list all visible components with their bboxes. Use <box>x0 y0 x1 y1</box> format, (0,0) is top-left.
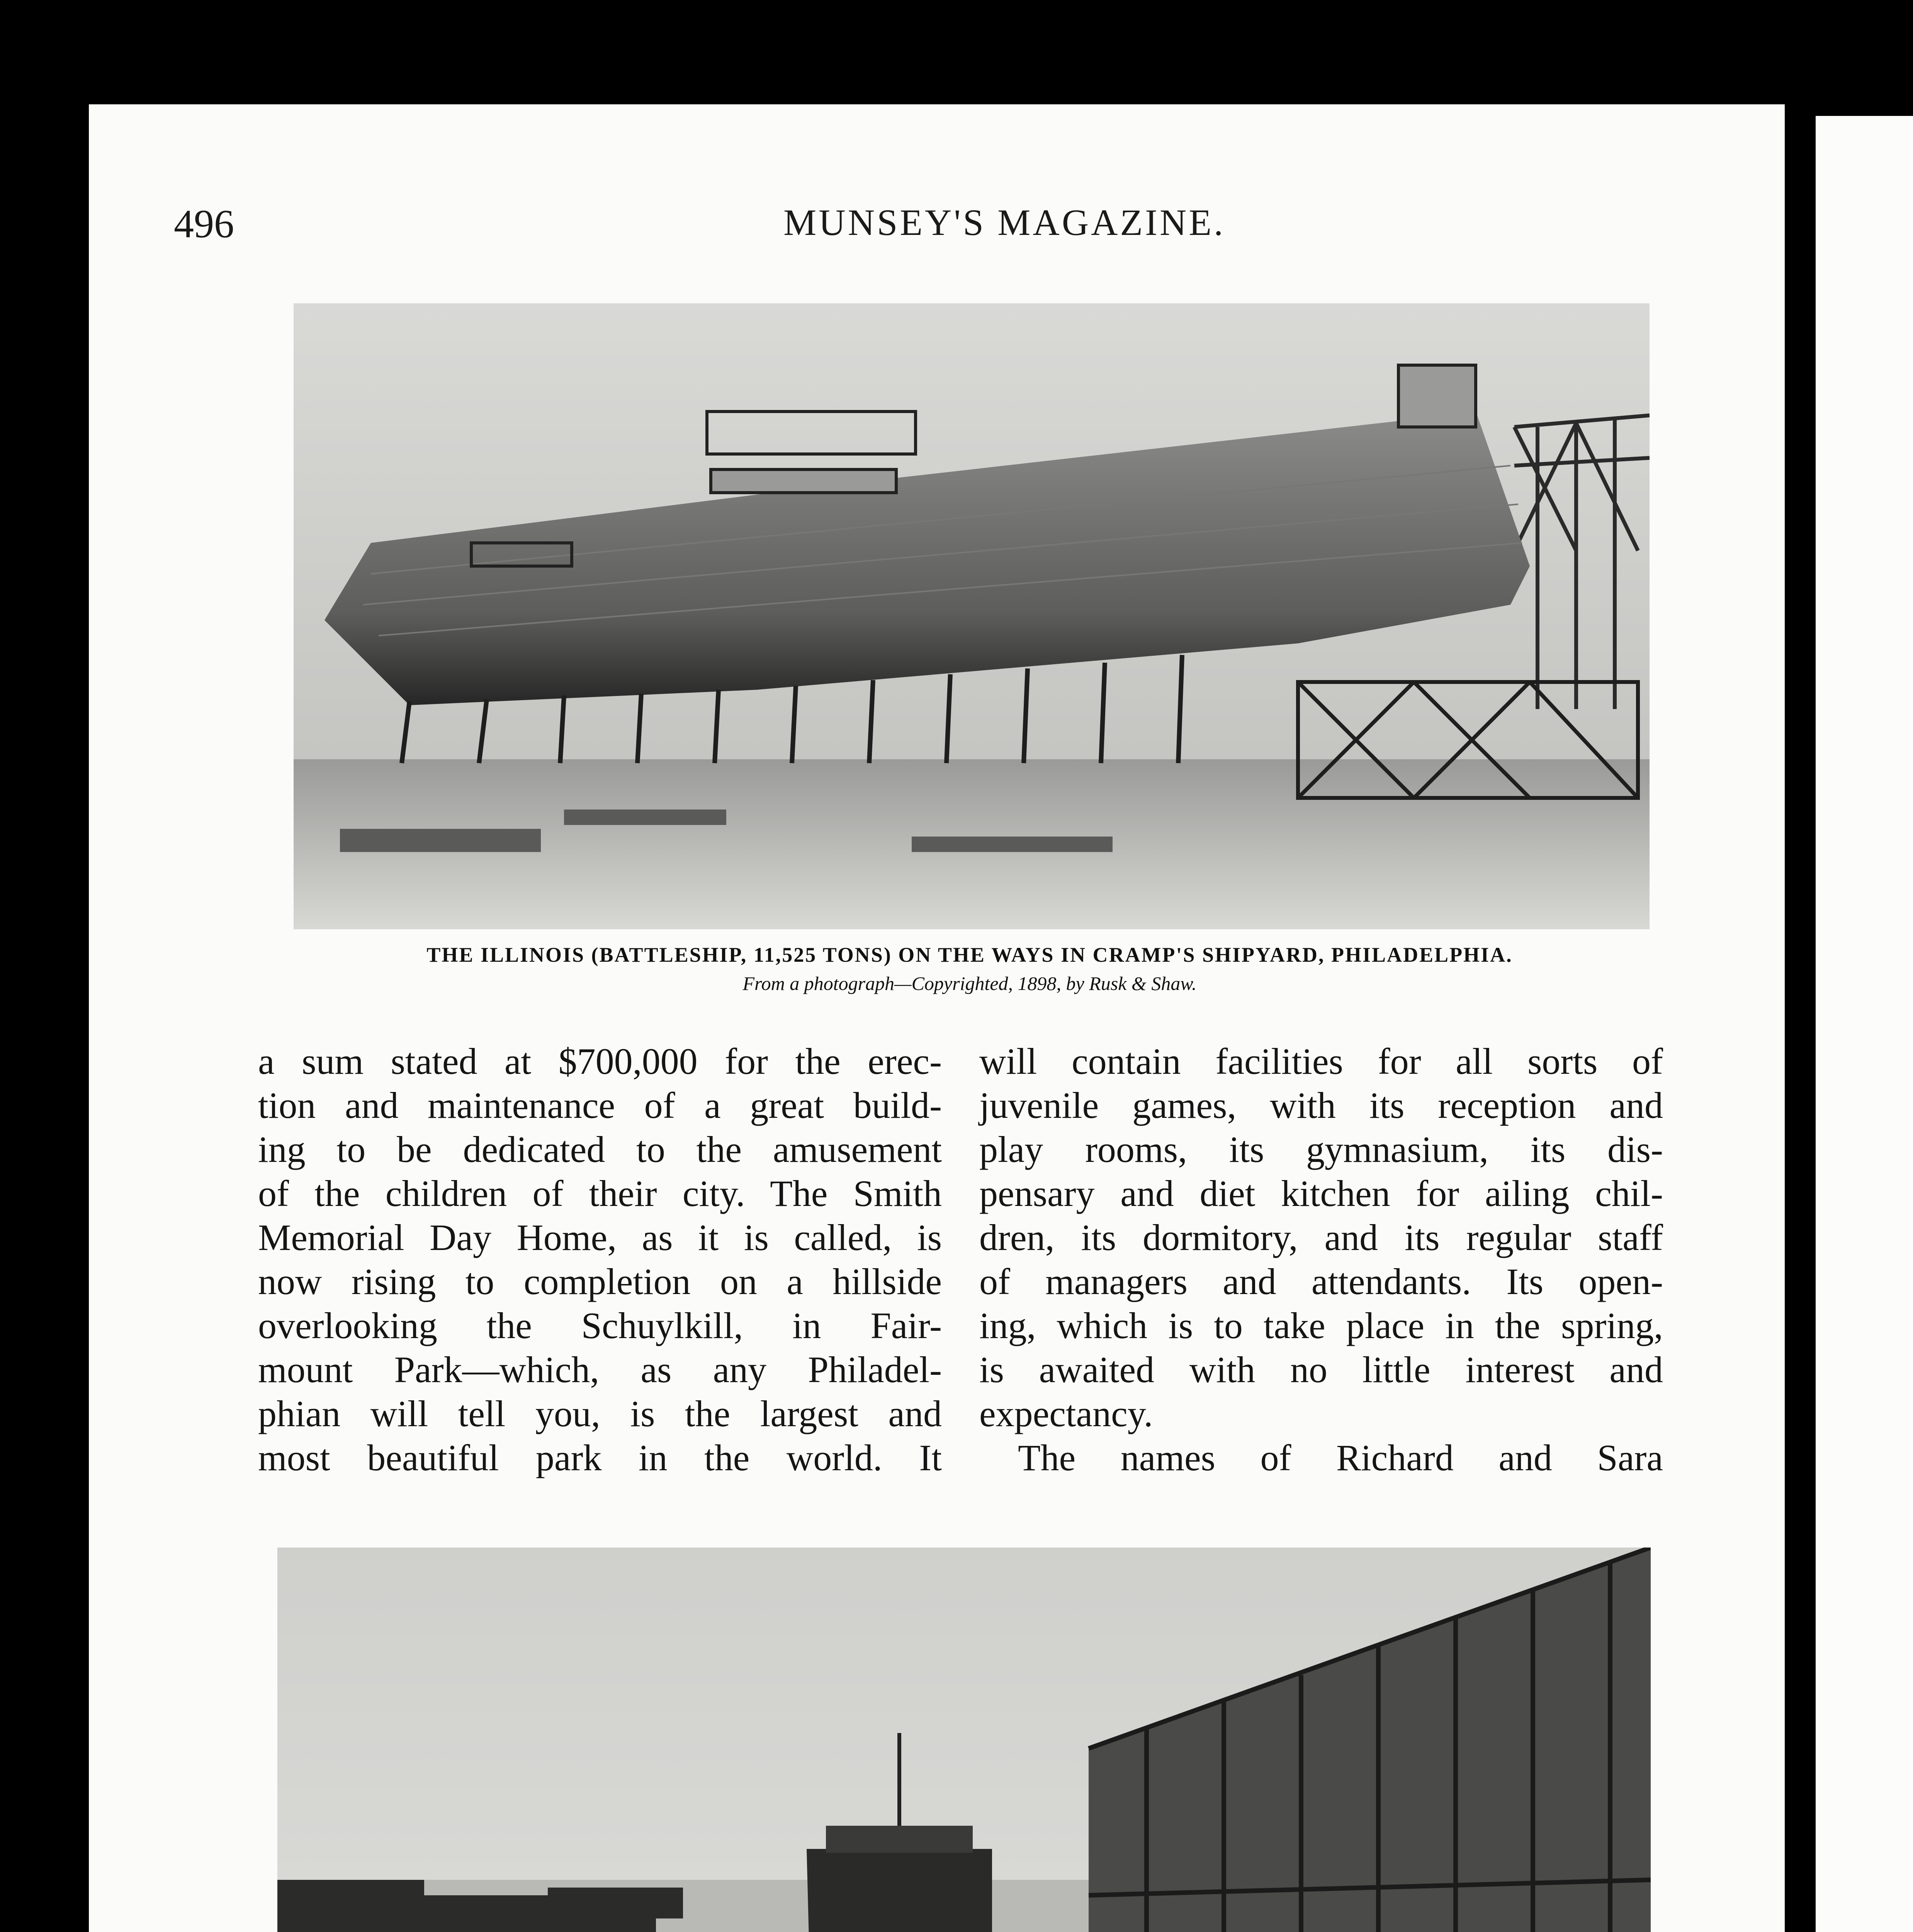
page-number: 496 <box>174 202 234 246</box>
ship-drawing <box>294 303 1650 929</box>
figure-1-caption-title: THE ILLINOIS (BATTLESHIP, 11,525 TONS) ON THE WAYS IN CRAMP'S SHIPYARD, PHILADELPHIA. <box>426 943 1513 966</box>
body-left-column <box>258 1039 942 1480</box>
text-line: Memorial Day Home, as it is called, is <box>258 1217 942 1258</box>
text-line: dren, its dormitory, and its regular staff <box>979 1217 1663 1258</box>
text-line: expectancy. <box>979 1393 1153 1434</box>
text-line: ing to be dedicated to the amusement <box>258 1129 942 1170</box>
text-line: overlooking the Schuylkill, in Fair- <box>258 1305 942 1346</box>
launch-drawing <box>277 1548 1651 1932</box>
right-column-paragraph <box>979 1039 1663 1436</box>
body-right-column <box>979 1039 1663 1480</box>
text-line: now rising to completion on a hillside <box>258 1261 942 1302</box>
left-column-paragraph <box>258 1039 942 1480</box>
right-column-next-paragraph <box>979 1436 1663 1480</box>
figure-1-caption <box>270 943 1669 995</box>
text-line: mount Park—which, as any Philadel- <box>258 1349 942 1390</box>
figure-1-credit: From a photograph—Copyrighted, 1898, by Rusk & Shaw. <box>742 973 1197 994</box>
battleship-on-ways-photo <box>294 303 1650 929</box>
text-line: a sum stated at $700,000 for the erec- <box>258 1041 942 1082</box>
text-line: The names of Richard and Sara <box>1018 1437 1663 1478</box>
text-line: phian will tell you, is the largest and <box>258 1393 942 1434</box>
text-line: tion and maintenance of a great build- <box>258 1085 942 1126</box>
text-line: most beautiful park in the world. It <box>258 1437 942 1478</box>
text-line: play rooms, its gymnasium, its dis- <box>979 1129 1663 1170</box>
text-line: ing, which is to take place in the spring, <box>979 1305 1663 1346</box>
next-page-edge <box>1816 116 1913 1932</box>
text-line: pensary and diet kitchen for ailing chil- <box>979 1173 1663 1214</box>
text-line: of managers and attendants. Its open- <box>979 1261 1663 1302</box>
text-line: will contain facilities for all sorts of <box>979 1041 1663 1082</box>
text-line: is awaited with no little interest and <box>979 1349 1663 1390</box>
text-line: of the children of their city. The Smith <box>258 1173 942 1214</box>
battleship-launch-photo <box>277 1548 1651 1932</box>
running-head: MUNSEY'S MAGAZINE. <box>783 202 1225 243</box>
text-line: juvenile games, with its reception and <box>979 1085 1663 1126</box>
